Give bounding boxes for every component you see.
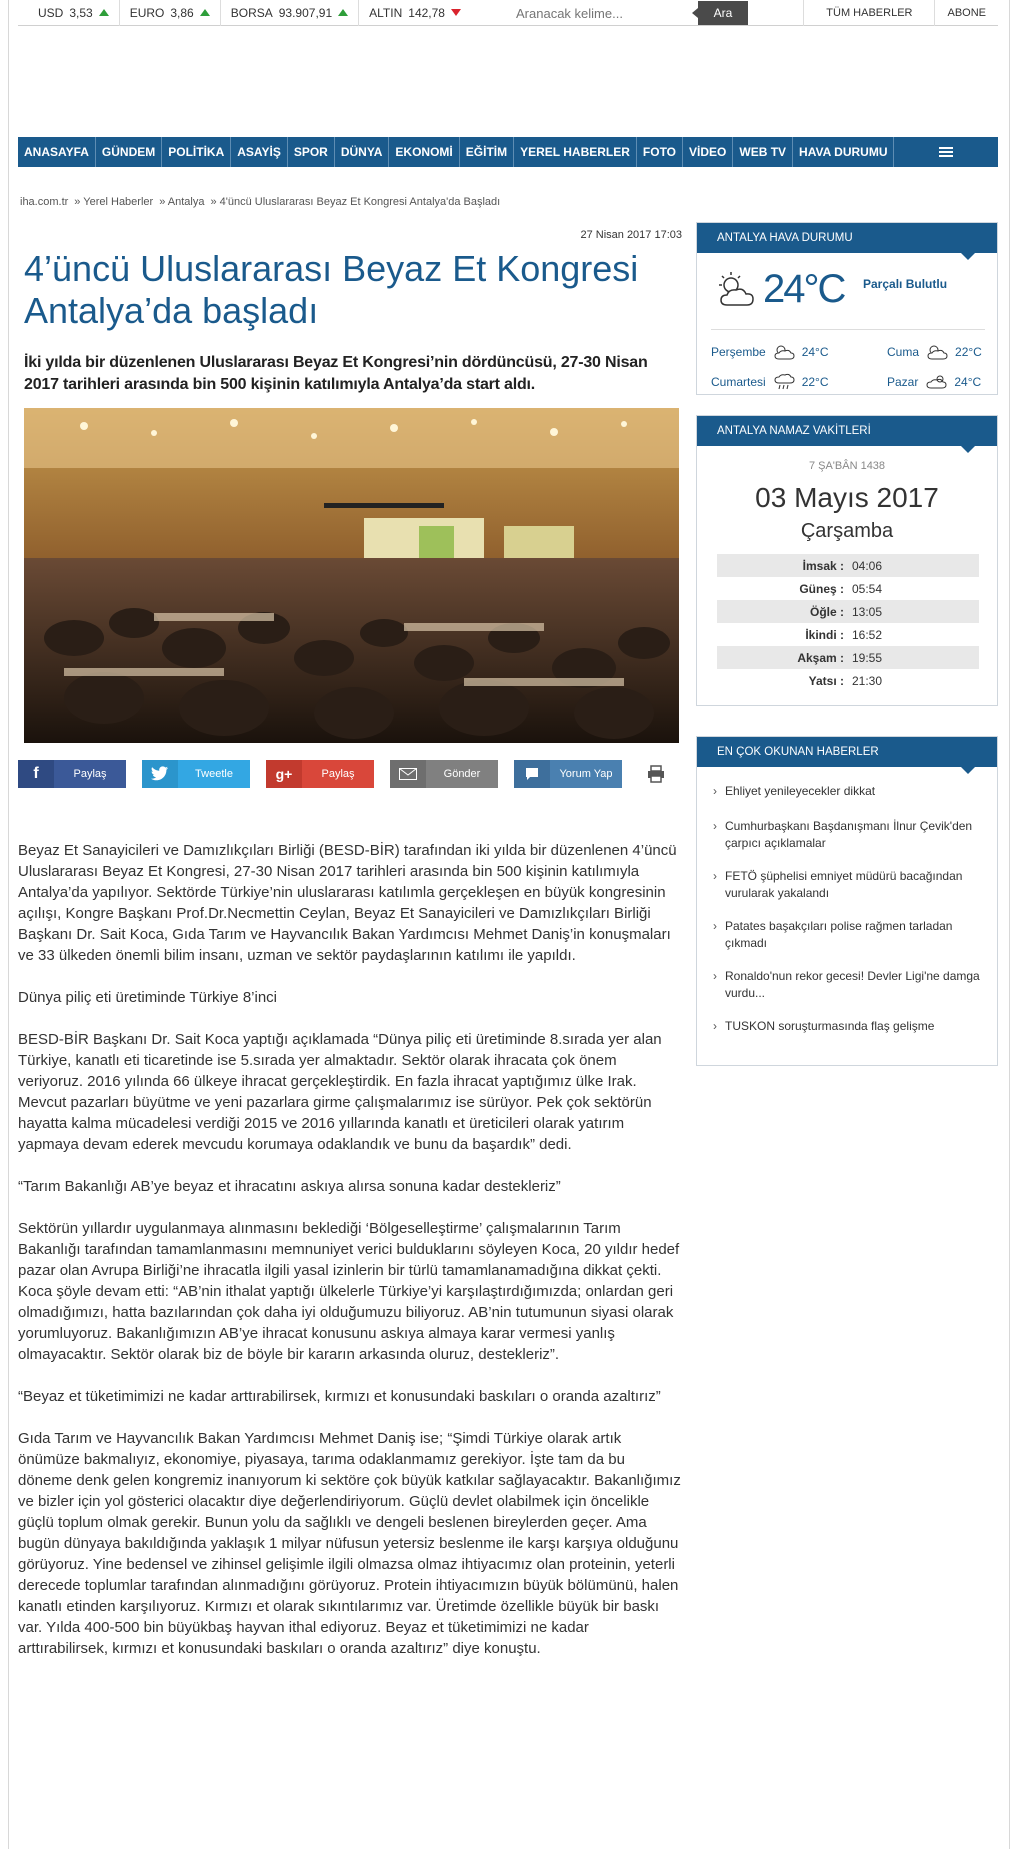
top-bar bbox=[18, 0, 998, 26]
article-body bbox=[18, 840, 683, 1680]
weather-description: Parçalı Bulutlu bbox=[863, 277, 948, 291]
most-read-widget bbox=[696, 736, 998, 1066]
forecast-temp: 22°C bbox=[955, 345, 982, 359]
forecast-day-name: Cuma bbox=[887, 345, 920, 359]
article-paragraph: Beyaz Et Sanayicileri ve Damızlıkçıları Birliği (BESD-BİR) tarafından iki yılda bir düzenlenen 4’üncü Uluslararası Beyaz Et Kongresi, 27-30 Nisan 2017 tarihleri arasında bin 500 kişinin katılımıyla Antalya’da yapılıyor. Sektörde Türkiye’nin uluslararası katılımla gerçekleşen en büyük kongresinin açılışı, Kongre Başkanı Prof.Dr.Necmettin Ceylan, Beyaz Et Sanayicileri ve Damızlıkçıları Birliği Başkanı Dr. Sait Koca, Gıda Tarım ve Hayvancılık Bakan Yardımcısı Mehmet Daniş’in konuşmaları ve 33 ülkeden önemli bilim insanı, uzman ve sektör paydaşlarının katılımı ile yapıldı. bbox=[18, 842, 677, 964]
prayer-row bbox=[717, 554, 979, 577]
prayer-name: İkindi : bbox=[805, 627, 844, 642]
ticker-value: 93.907,91 bbox=[278, 5, 333, 20]
most-read-link[interactable]: Cumhurbaşkanı Başdanışmanı İlnur Çevik'den çarpıcı açıklamalar bbox=[725, 819, 973, 850]
chevron-right-icon: › bbox=[713, 869, 717, 883]
ticker-label: USD bbox=[38, 5, 64, 20]
prayer-time: 16:52 bbox=[852, 627, 883, 642]
ticker-altin[interactable] bbox=[369, 0, 471, 26]
prayer-time: 13:05 bbox=[852, 604, 883, 619]
forecast-day-name: Cumartesi bbox=[711, 375, 766, 389]
chevron-right-icon: › bbox=[713, 1019, 717, 1033]
chevron-right-icon: › bbox=[713, 969, 717, 983]
nav-asayis[interactable]: ASAYİŞ bbox=[231, 137, 288, 167]
prayer-times-widget bbox=[696, 415, 998, 706]
most-read-link[interactable]: FETÖ şüphelisi emniyet müdürü bacağından vurularak yakalandı bbox=[725, 869, 963, 900]
forecast-temp: 24°C bbox=[801, 345, 829, 359]
forecast-day bbox=[711, 373, 829, 391]
article-paragraph: Sektörün yıllardır uygulanmaya alınmasını beklediği ‘Bölgeselleştirme’ çalışmalarının Tarım Bakanlığı tarafından tamamlanmasını memnuniyet verici bulduklarını söyleyen Koca, 20 yıldır hedef pazar olan Avrupa Birliği’ne ihracatla ilgili yasal izinlerin bir türlü tamamlanamadığına dikkat çekti. Koca şöyle devam etti: “AB’nin ithalat yaptığı ülkelerle Türkiye’yi karşılaştırdığımızda; onlardan geri olmadığımızı, hatta bazılarından çok daha iyi olduğumuzu biliyoruz. AB’nin tutumunun siyasi olarak yorumluyoruz. Bakanlığımızın AB’ye ihracat konusunu askıya almaya karar vermesi yanlış olmayacaktır. Sektör olarak biz de böyle bir kararın arkasında oluruz, destekleriz”. bbox=[18, 1220, 680, 1363]
share-label: Paylaş bbox=[321, 768, 355, 780]
most-read-item[interactable] bbox=[713, 968, 983, 1002]
forecast-day-name: Perşembe bbox=[711, 345, 766, 359]
nav-politika[interactable]: POLİTİKA bbox=[162, 137, 231, 167]
most-read-list bbox=[713, 783, 983, 1051]
forecast-temp: 24°C bbox=[954, 375, 982, 389]
nav-hava-durumu[interactable]: HAVA DURUMU bbox=[793, 137, 894, 167]
nav-egitim[interactable]: EĞİTİM bbox=[460, 137, 514, 167]
main-nav bbox=[18, 137, 998, 167]
prayer-date: 03 Mayıs 2017 bbox=[755, 482, 939, 513]
breadcrumb-home[interactable]: iha.com.tr bbox=[20, 196, 69, 208]
comment-icon bbox=[514, 760, 550, 788]
facebook-icon: f bbox=[18, 760, 54, 788]
article-lead: İki yılda bir düzenlenen Uluslararası Beyaz Et Kongresi’nin dördüncüsü, 27-30 Nisan 2017 tarihleri arasında bin 500 kişinin katılımıyla Antalya’da start aldı. bbox=[24, 354, 648, 393]
most-read-item[interactable] bbox=[713, 783, 983, 800]
article-paragraph: BESD-BİR Başkanı Dr. Sait Koca yaptığı açıklamada “Dünya piliç eti üretiminde 8.sırada yer alan Türkiye, kanatlı eti ticaretinde ise 5.sırada yer almaktadır. Sektör olarak ihracata çok önem veriyoruz. 2016 yılında 66 ülkeye ihracat gerçekleştirdik. En fazla ihracat yaptığımız ülke Irak. Mevcut pazarları büyütme ve yeni pazarlara girme çalışmalarımız ise sürüyor. Pek çok sektörün hayatta kalma mücadelesi verdiği 2015 ve 2016 yıllarında kanatlı et üreticileri olarak yatırım yapmaya devam ederek mevcudu korumaya odaklandık ve bunu da başardık” dedi. bbox=[18, 1031, 662, 1153]
ticker-value: 142,78 bbox=[408, 5, 445, 20]
google-plus-share-button[interactable] bbox=[266, 760, 374, 788]
chevron-right-icon: › bbox=[713, 784, 717, 798]
chevron-right-icon: › bbox=[713, 919, 717, 933]
nav-anasayfa[interactable]: ANASAYFA bbox=[18, 137, 96, 167]
prayer-time: 19:55 bbox=[852, 650, 883, 665]
ticker-euro[interactable] bbox=[130, 0, 221, 26]
prayer-name: Yatsı : bbox=[808, 673, 844, 688]
arrow-down-icon bbox=[451, 9, 461, 16]
weather-temperature: 24°C bbox=[763, 267, 845, 311]
nav-foto[interactable]: FOTO bbox=[637, 137, 683, 167]
prayer-name: Güneş : bbox=[799, 581, 844, 596]
forecast-day bbox=[711, 343, 829, 361]
prayer-row bbox=[717, 577, 979, 600]
subscribe-link[interactable]: ABONE bbox=[934, 0, 998, 26]
nav-spor[interactable]: SPOR bbox=[288, 137, 335, 167]
prayer-name: İmsak : bbox=[802, 558, 844, 573]
breadcrumb-antalya[interactable]: » Antalya bbox=[159, 196, 205, 208]
mail-share-button[interactable] bbox=[390, 760, 498, 788]
arrow-up-icon bbox=[200, 9, 210, 16]
cloudy-icon bbox=[924, 373, 948, 391]
most-read-header: EN ÇOK OKUNAN HABERLER bbox=[697, 737, 997, 767]
article-title: 4’üncü Uluslararası Beyaz Et Kongresi Antalya’da başladı bbox=[24, 248, 639, 331]
breadcrumb bbox=[20, 196, 500, 208]
twitter-icon bbox=[142, 760, 178, 788]
forecast-day-name: Pazar bbox=[887, 375, 919, 389]
forecast-day bbox=[887, 343, 982, 361]
chevron-right-icon: › bbox=[713, 819, 717, 833]
partly-cloudy-icon bbox=[772, 343, 796, 361]
most-read-link[interactable]: Patates başakçıları polise rağmen tarladan çıkmadı bbox=[725, 919, 953, 950]
forecast-temp: 22°C bbox=[801, 375, 829, 389]
partly-cloudy-icon bbox=[925, 343, 949, 361]
prayer-name: Akşam : bbox=[797, 650, 844, 665]
most-read-link[interactable]: TUSKON soruşturmasında flaş gelişme bbox=[725, 1019, 935, 1033]
most-read-item[interactable] bbox=[713, 918, 983, 952]
print-icon[interactable] bbox=[646, 764, 666, 784]
prayer-time: 21:30 bbox=[852, 673, 883, 688]
prayer-table bbox=[717, 554, 979, 692]
share-label: Tweetle bbox=[195, 768, 233, 780]
most-read-link[interactable]: Ehliyet yenileyecekler dikkat bbox=[725, 784, 876, 798]
weather-header: ANTALYA HAVA DURUMU bbox=[697, 223, 997, 253]
most-read-item[interactable] bbox=[713, 1018, 983, 1035]
most-read-item[interactable] bbox=[713, 818, 983, 852]
article-paragraph: Gıda Tarım ve Hayvancılık Bakan Yardımcısı Mehmet Daniş ise; “Şimdi Türkiye olarak artık önümüze bakmalıyız, ekonomiye, piyasaya, tarıma odaklanmamız gerekiyor. İşte tam da bu döneme denk gelen kongremiz inanıyorum ki sektöre çok büyük katkılar sağlayacaktır. Bakanlığımız ve bizler için yol gösterici olacaktır diye değerlendiriyorum. Güçlü devlet olabilmek için öncelikle güçlü toplum olmak gerekir. Bunun yolu da sağlıklı ve dengeli beslenen bireylerden geçer. Ama bugün dünyaya bakıldığında yaklaşık 1 milyar nüfusun yetersiz beslenme ile karşı karşıya olduğunu görüyoruz. Yine bedensel ve zihinsel gelişimle ilgili olmazsa olmaz ihtiyacımız olan proteinin, yeterli derecede toplumlar tarafından alınmadığını görüyoruz. Protein ihtiyacımızın büyük bölümünü, halen kanatlı etinden karşılıyoruz. Kırmızı et olarak sıkıntılarımız var. Üretimde özellikle büyük bir baskı var. Yılda 400-500 bin büyükbaş hayvan ithal ediyoruz. Beyaz et tüketimimizi ne kadar arttırabilirsek, kırmızı et konusundaki baskıları o oranda azaltırız” diye konuştu. bbox=[18, 1430, 681, 1657]
market-ticker bbox=[18, 0, 481, 26]
article-subheading: “Beyaz et tüketimimizi ne kadar arttırabilirsek, kırmızı et konusundaki baskıları o oranda azaltırız” bbox=[18, 1388, 661, 1405]
nav-yerel-haberler[interactable]: YEREL HABERLER bbox=[514, 137, 637, 167]
hamburger-icon bbox=[939, 147, 953, 157]
nav-dunya[interactable]: DÜNYA bbox=[335, 137, 390, 167]
breadcrumb-current: » 4'üncü Uluslararası Beyaz Et Kongresi Antalya'da Başladı bbox=[210, 196, 501, 208]
nav-ekonomi[interactable]: EKONOMİ bbox=[389, 137, 459, 167]
forecast-day bbox=[887, 373, 981, 391]
most-read-item[interactable] bbox=[713, 868, 983, 902]
google-plus-icon: g+ bbox=[266, 760, 302, 788]
twitter-share-button[interactable] bbox=[142, 760, 250, 788]
prayer-header: ANTALYA NAMAZ VAKİTLERİ bbox=[697, 416, 997, 446]
prayer-name: Öğle : bbox=[809, 604, 844, 619]
all-news-link[interactable]: TÜM HABERLER bbox=[803, 0, 934, 26]
article-photo bbox=[24, 408, 679, 743]
nav-video[interactable]: VİDEO bbox=[683, 137, 733, 167]
search-box bbox=[508, 0, 748, 26]
menu-button[interactable] bbox=[894, 137, 998, 167]
ticker-label: ALTIN bbox=[369, 5, 403, 20]
prayer-time: 05:54 bbox=[852, 581, 883, 596]
arrow-up-icon bbox=[338, 9, 348, 16]
most-read-link[interactable]: Ronaldo'nun rekor gecesi! Devler Ligi'ne damga vurdu... bbox=[725, 969, 980, 1000]
nav-web-tv[interactable]: WEB TV bbox=[733, 137, 793, 167]
conference-hall-image bbox=[24, 408, 679, 743]
prayer-time: 04:06 bbox=[852, 558, 883, 573]
ticker-usd[interactable] bbox=[18, 0, 120, 26]
article-date: 27 Nisan 2017 17:03 bbox=[580, 229, 682, 241]
rain-icon bbox=[772, 373, 796, 391]
article-subheading: “Tarım Bakanlığı AB’ye beyaz et ihracatını askıya alırsa sonuna kadar destekleriz” bbox=[18, 1178, 561, 1195]
share-label: Paylaş bbox=[73, 768, 107, 780]
share-label: Gönder bbox=[443, 768, 481, 780]
comment-button[interactable] bbox=[514, 760, 622, 788]
prayer-row bbox=[717, 623, 979, 646]
weather-widget bbox=[696, 222, 998, 395]
weather-current bbox=[715, 267, 844, 312]
search-input[interactable] bbox=[508, 1, 698, 25]
mail-icon bbox=[390, 760, 426, 788]
prayer-row bbox=[717, 600, 979, 623]
ticker-label: BORSA bbox=[230, 5, 273, 20]
breadcrumb-yerel[interactable]: » Yerel Haberler bbox=[74, 196, 154, 208]
divider bbox=[711, 329, 985, 330]
nav-gundem[interactable]: GÜNDEM bbox=[96, 137, 162, 167]
share-label: Yorum Yap bbox=[559, 768, 613, 780]
prayer-row bbox=[717, 669, 979, 692]
top-links bbox=[803, 0, 998, 26]
arrow-up-icon bbox=[99, 9, 109, 16]
ticker-borsa[interactable] bbox=[231, 0, 359, 26]
ticker-label: EURO bbox=[129, 5, 165, 20]
partly-cloudy-icon bbox=[715, 271, 759, 309]
prayer-row bbox=[717, 646, 979, 669]
ticker-value: 3,86 bbox=[170, 5, 194, 20]
search-button[interactable]: Ara bbox=[698, 1, 748, 25]
hijri-date: 7 ŞA'BÂN 1438 bbox=[808, 460, 886, 472]
ticker-value: 3,53 bbox=[69, 5, 93, 20]
facebook-share-button[interactable] bbox=[18, 760, 126, 788]
article-subheading: Dünya piliç eti üretiminde Türkiye 8’inci bbox=[18, 989, 277, 1006]
prayer-weekday: Çarşamba bbox=[800, 520, 894, 542]
share-bar bbox=[18, 760, 683, 788]
